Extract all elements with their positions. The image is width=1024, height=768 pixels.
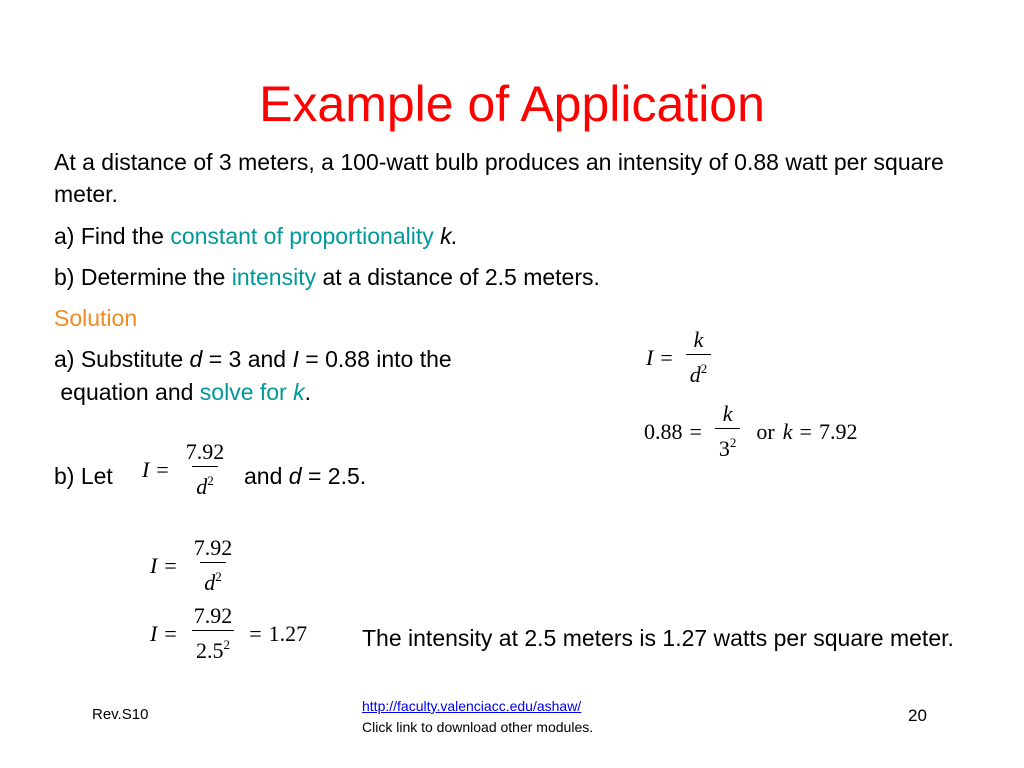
- fraction: $\frac{7.92}{d^2}$: [193, 535, 233, 595]
- page-number: 20: [908, 706, 927, 725]
- solve-for-term: solve for k: [199, 379, 305, 405]
- constant-of-proportionality-term: constant of proportionality: [170, 223, 434, 249]
- equation-intensity-general: I = $\frac{7.92}{d^2}$: [150, 536, 242, 595]
- equation-intensity-result: I = $\frac{7.92}{2.5^2}$ = 1.27: [150, 603, 308, 663]
- step-a-line2: equation and solve for k.: [54, 379, 312, 405]
- step-a-line1: a) Substitute d = 3 and I = 0.88 into the: [54, 346, 452, 372]
- fraction: $\frac{7.92}{2.5^2}$: [193, 603, 233, 663]
- step-b-let-prefix: b) Let: [54, 463, 113, 489]
- slide-title: Example of Application: [259, 76, 765, 132]
- part-a-text: a) Find the constant of proportionality k.: [54, 223, 459, 249]
- equation-let-intensity: I = $\frac{7.92}{d^2}$: [142, 440, 234, 499]
- equation-solve-k: 0.88 = $\frac{k}{3^2}$ or k = 7.92: [644, 401, 858, 461]
- equation-inverse-square: I = $\frac{k}{d^2}$: [646, 328, 717, 387]
- step-b-suffix: and d = 2.5.: [244, 463, 367, 489]
- k-variable: k.: [440, 223, 459, 249]
- fraction: $\frac{k}{d^2}$: [686, 328, 712, 387]
- link-note: Click link to download other modules.: [362, 719, 594, 735]
- problem-statement: At a distance of 3 meters, a 100-watt bulb produces an intensity of 0.88 watt per square meter.: [54, 149, 944, 207]
- conclusion-text: The intensity at 2.5 meters is 1.27 watts per square meter.: [362, 625, 954, 651]
- intensity-term: intensity: [231, 264, 317, 290]
- solution-label: Solution: [54, 305, 138, 331]
- part-b-text: b) Determine the intensity at a distance of 2.5 meters.: [54, 264, 600, 290]
- faculty-link[interactable]: http://faculty.valenciacc.edu/ashaw/: [362, 698, 582, 714]
- fraction: $\frac{7.92}{d^2}$: [185, 439, 225, 499]
- footer-revision: Rev.S10: [92, 706, 149, 723]
- fraction: $\frac{k}{3^2}$: [715, 402, 741, 461]
